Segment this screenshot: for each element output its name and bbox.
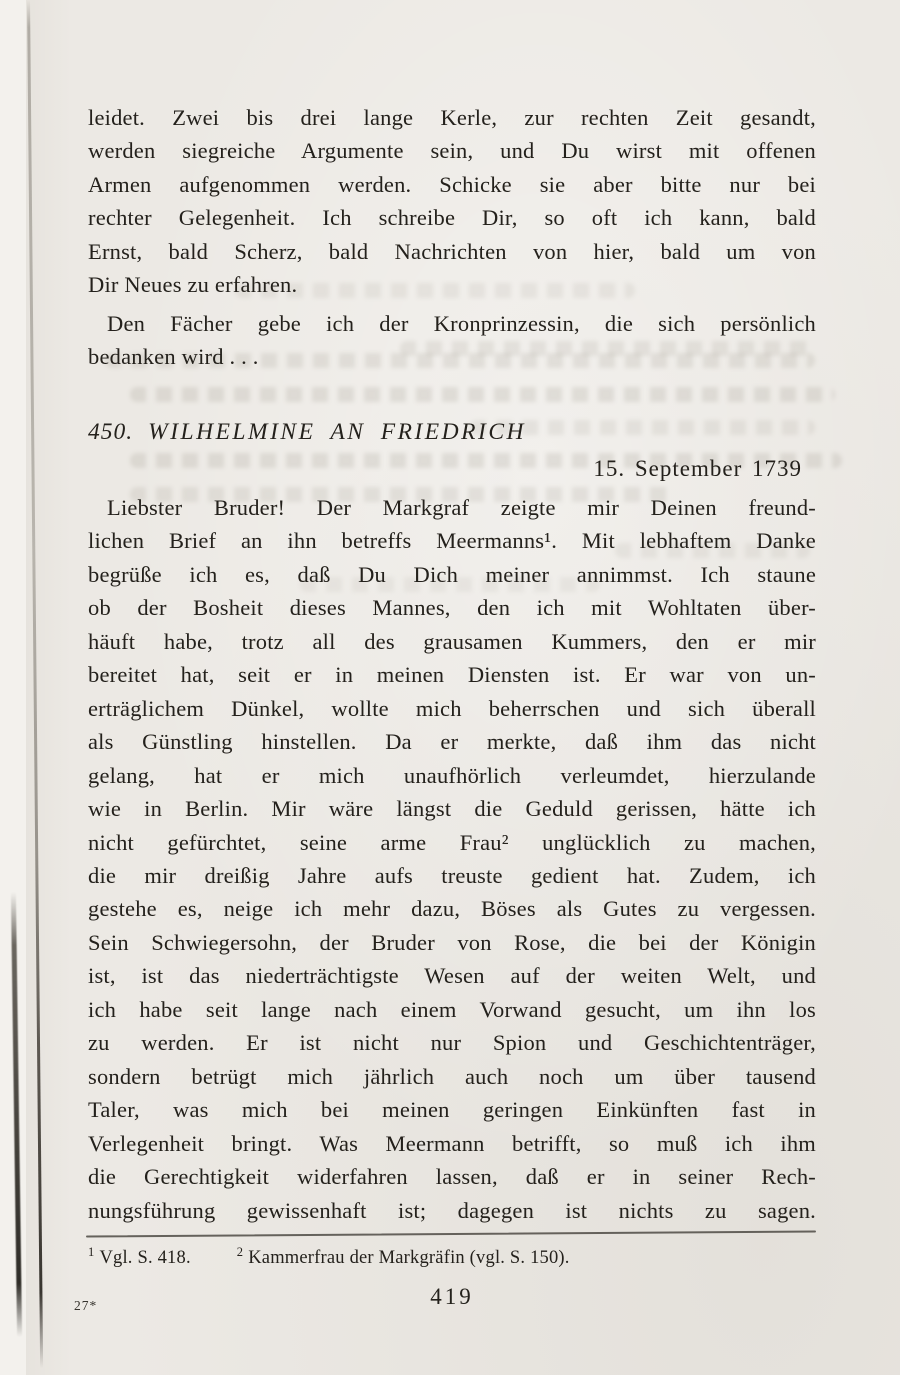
text-line: gestehe es, neige ich mehr dazu, Böses als Gutes zu vergessen. [88,896,816,922]
text-line: Liebster Bruder! Der Markgraf zeigte mir Deinen freund- [107,495,816,520]
text-line: nungsführung gewissenhaft ist; dagegen ist nichts zu sagen. [88,1197,816,1223]
footnote-marker: 1 [88,1245,95,1259]
adjacent-page-edge [0,0,26,1375]
text-line: Armen aufgenommen werden. Schicke sie aber bitte nur bei [88,171,816,197]
letter-heading [88,417,816,447]
letter-title: WILHELMINE AN FRIEDRICH [148,419,526,445]
text-line: ich habe seit lange nach einem Vorwand gesucht, um ihn los [88,996,816,1022]
text-line: Den Fächer gebe ich der Kronprinzessin, die sich persönlich [107,310,816,336]
show-through-text-ghost [130,387,835,402]
text-line: bedanken wird . . . [88,344,259,370]
text-line: Dir Neues zu erfahren. [88,272,298,298]
footnotes [88,1245,816,1269]
footnote-text: Vgl. S. 418. [99,1248,191,1268]
text-line: begrüße ich es, daß Du Dich meiner annimmst. Ich staune [88,561,816,587]
previous-letter-text [88,101,816,374]
text-line: Taler, was mich bei meinen geringen Einkünften fast in [88,1097,816,1123]
text-line: Sein Schwiegersohn, der Bruder von Rose, die bei der Königin [88,929,816,955]
text-line: ist, ist das niederträchtigste Wesen auf der weiten Welt, und [88,963,816,989]
footnote-divider [86,1230,816,1237]
footnote-marker: 2 [236,1245,244,1259]
signature-mark: 27* [74,1298,98,1313]
text-line: wie in Berlin. Mir wäre längst die Geduld gerissen, hätte ich [88,796,816,822]
footnote-text: Kammerfrau der Markgräfin (vgl. S. 150). [248,1248,570,1268]
page-number: 419 [430,1284,474,1309]
footnote-2 [236,1245,570,1268]
paragraph [88,101,816,302]
text-line: sondern betrügt mich jährlich auch noch um über tausend [88,1063,816,1089]
text-line: nicht gefürchtet, seine arme Frau² unglücklich zu machen, [88,829,816,855]
binding-shadow-line [27,0,43,1375]
text-line: ob der Bosheit dieses Mannes, den ich mit Wohltaten über- [88,595,816,621]
footnote-1 [88,1245,191,1268]
letter-body [88,491,816,1227]
paragraph [88,307,816,374]
text-line: als Günstling hinstellen. Da er merkte, daß ihm das nicht [88,729,816,755]
letter-date: 15. September 1739 [593,456,802,481]
text-line: die Gerechtigkeit widerfahren lassen, daß er in seiner Rech- [88,1164,816,1190]
text-line: die mir dreißig Jahre aufs treuste gedient hat. Zudem, ich [88,862,816,888]
text-line: Verlegenheit bringt. Was Meermann betrifft, so muß ich ihm [88,1130,816,1156]
text-line: erträglichem Dünkel, wollte mich beherrschen und sich überall [88,695,816,721]
letter-number: 450. [88,419,134,445]
text-line: lichen Brief an ihn betreffs Meermanns¹. Mit lebhaftem Danke [88,528,816,554]
text-line: leidet. Zwei bis drei lange Kerle, zur rechten Zeit gesandt, [88,105,816,130]
text-line: häuft habe, trotz all des grausamen Kummers, den er mir [88,628,816,654]
text-line: rechter Gelegenheit. Ich schreibe Dir, so oft ich kann, bald [88,205,816,231]
text-line: gelang, hat er mich unaufhörlich verleumdet, hierzulande [88,762,816,788]
text-line: zu werden. Er ist nicht nur Spion und Geschichtenträger, [88,1030,816,1056]
text-line: Ernst, bald Scherz, bald Nachrichten von hier, bald um von [88,238,816,264]
text-line: werden siegreiche Argumente sein, und Du wirst mit offenen [88,138,816,164]
text-line: bereitet hat, seit er in meinen Diensten ist. Er war von un- [88,662,816,688]
